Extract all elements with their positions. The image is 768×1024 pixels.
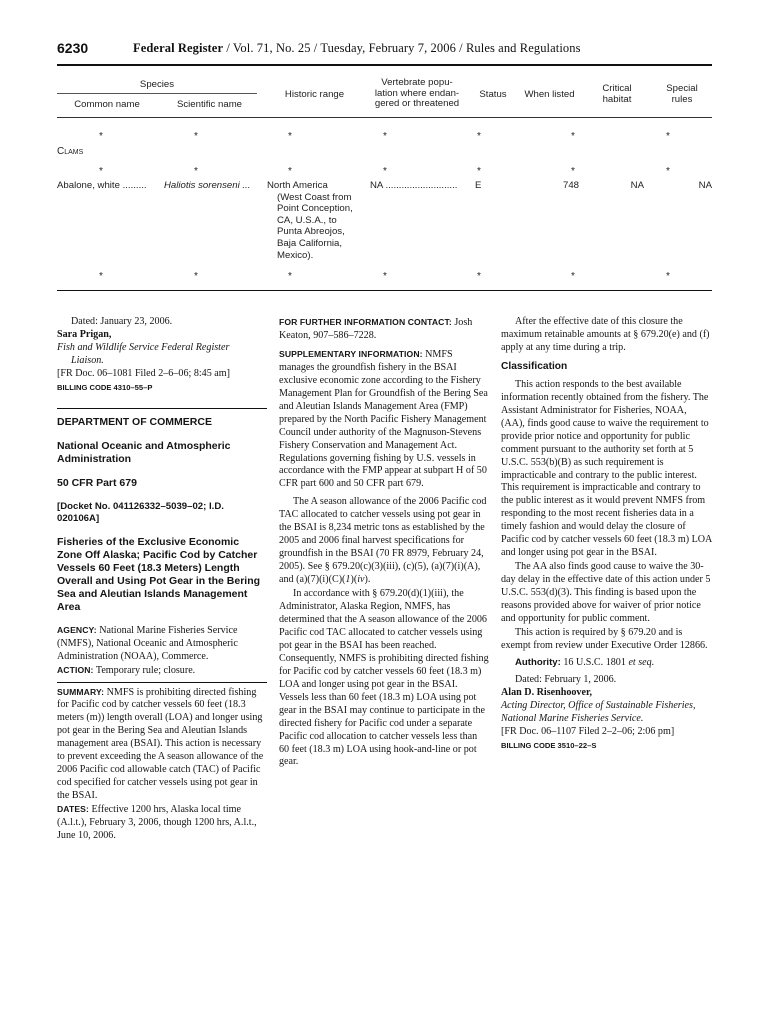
contact-label: FOR FURTHER INFORMATION CONTACT: [279,317,452,327]
fr-doc-line: [FR Doc. 06–1081 Filed 2–6–06; 8:45 am] [57,367,230,379]
col-vertebrate [362,78,472,110]
action-paragraph [57,664,267,678]
authority-label: Authority: [515,656,561,668]
col-historic-range: Historic range [284,89,345,100]
star: * [571,131,575,142]
column-3 [501,316,712,753]
agency-heading: National Oceanic and Atmospheric Administration [57,439,231,465]
summary-text: NMFS is prohibiting directed fishing for Pacific cod by catcher vessels 60 feet (18.3 meters (m)) length overall (LOA) and longer using pot gear in the Bering Sea and Aleutian Islands management area (BSAI). This action is necessary to prevent exceeding the A season allowance of the 2006 Pacific cod allowable catch (TAC) of Pacific cod specified for catcher vessels using pot gear in the BSAI. [57,686,264,802]
star: * [194,131,198,142]
star: * [477,271,481,282]
cell-common-name: Abalone, white ......... [57,180,147,191]
column-2 [279,316,489,769]
star: * [666,166,670,177]
star: * [383,271,387,282]
signer-title-3: Acting Director, Office of Sustainable Fisheries, National Marine Fisheries Service. [501,699,696,724]
cell-status: E [475,180,482,191]
star: * [288,131,292,142]
star: * [477,166,481,177]
col-vertebrate-l2: lation where endan- [374,87,460,99]
agency-text: National Marine Fisheries Service (NMFS), National Oceanic and Atmospheric Administration (NOAA), Commerce. [57,624,238,662]
header-rule [57,64,712,66]
star: * [288,271,292,282]
authority-paragraph [501,657,712,670]
signer-title-2: Liaison. [71,354,104,366]
action-text: Temporary rule; closure. [95,664,196,676]
col-critical-l1: Critical [602,83,632,94]
agency-paragraph [57,624,267,664]
allowance-end: ). [364,574,371,586]
range-line: North America [267,180,328,191]
classification-paragraph: This action responds to the best available information recently obtained from the fishery. The Assistant Administrator for Fisheries, NOAA, (AA), finds good cause to waive the requirement to provide prior notice and opportunity for public comment pursuant to the authority set forth at 5 U.S.C. 553(b)(B) as such requirement is impracticable and contrary to the public interest. This requirement is impracticable and contrary to the public interest as it would prevent NMFS from responding to the most recent fisheries data in a timely fashion and would delay the closure of Pacific cod by catcher vessels 60 feet (18.3 m) LOA and longer using pot gear in the BSAI. [501,378,712,559]
supplementary-label: SUPPLEMENTARY INFORMATION: [279,348,423,359]
star: * [383,131,387,142]
col-when-listed: When listed [524,89,575,100]
supplementary-paragraph [279,348,489,491]
star: * [571,271,575,282]
star: * [571,166,575,177]
star: * [666,131,670,142]
authority-italic: et seq. [628,656,655,668]
species-group-header: Species [139,79,175,90]
agency-label: AGENCY: [57,624,97,635]
citation: / Vol. 71, No. 25 / Tuesday, February 7, 2006 / Rules and Regulations [223,41,581,55]
col-common-name: Common name [74,99,140,110]
summary-divider [57,682,267,683]
dates-paragraph [57,803,267,843]
journal-name: Federal Register [133,41,224,55]
dated-line: Dated: January 23, 2006. [71,316,173,327]
cell-scientific-name: Haliotis sorenseni ... [164,180,251,191]
col-vertebrate-l3: gered or threatened [374,98,460,109]
classification-heading: Classification [501,360,568,372]
section-label-clams: Clams [57,146,84,157]
species-group-rule [57,93,257,94]
authority-text: 16 U.S.C. 1801 [563,656,626,668]
star: * [477,131,481,142]
range-line: Point Conception, [277,203,353,215]
signer-name: Sara Prigan, [57,328,112,340]
col-special-l1: Special [666,83,698,94]
dates-label: DATES: [57,804,89,815]
cell-critical-habitat: NA [630,180,644,191]
billing-code: BILLING CODE 4310–55–P [57,382,153,392]
closure-paragraph: After the effective date of this closure the maximum retainable amounts at § 679.20(e) and (f) apply at any time during a trip. [501,316,710,353]
cell-vertebrate: NA ........................... [370,180,458,191]
page-number: 6230 [57,40,89,56]
section-divider [57,408,267,409]
star: * [194,166,198,177]
star: * [666,271,670,282]
star: * [99,166,103,177]
signer-title-1: Fish and Wildlife Service Federal Register [57,341,230,353]
waiver-paragraph: The AA also finds good cause to waive the 30-day delay in the effective date of this action under 5 U.S.C. 553(d)(3). This finding is based upon the reasons provided above for waiver of prior notice and opportunity for public comment. [501,561,711,625]
action-label: ACTION: [57,664,94,675]
allowance-mid: )( [350,574,358,586]
contact-paragraph [279,316,489,343]
range-line: (West Coast from [277,191,352,203]
fr-doc-line-2: [FR Doc. 06–1107 Filed 2–2–06; 2:06 pm] [501,725,675,737]
column-1 [57,316,267,843]
star: * [99,271,103,282]
col-vertebrate-l1: Vertebrate popu- [381,77,453,88]
department-heading: DEPARTMENT OF COMMERCE [57,415,212,428]
col-special-rules [652,84,712,105]
signer-name-2: Alan D. Risenhoover, [501,686,593,698]
summary-paragraph [57,686,267,804]
docket-number: [Docket No. 041126332–5039–02; I.D. 020106A] [57,500,224,524]
range-line: CA, U.S.A., to [277,214,337,226]
billing-code-2: BILLING CODE 3510–22–S [501,740,597,750]
rule-title: Fisheries of the Exclusive Economic Zone Off Alaska; Pacific Cod by Catcher Vessels 60 Feet (18.3 Meters) Length Overall and Using Pot Gear in the Bering Sea and Aleutian Islands Management Area [57,535,261,613]
supplementary-text: NMFS manages the groundfish fishery in the BSAI exclusive economic zone according to the Fishery Management Plan for Groundfish of the Bering Sea and Aleutian Islands Management Area (FMP) prepared by the North Pacific Fishery Management Council under authority of the Magnuson-Stevens Fishery Conservation and Management Act. Regulations governing fishing by U.S. vessels in accordance with the FMP appear at subpart H of 50 CFR part 600 and 50 CFR part 679. [279,348,488,490]
running-header [57,40,712,60]
col-scientific-name: Scientific name [176,99,243,110]
star: * [288,166,292,177]
cell-special-rules: NA [698,180,712,191]
running-title [133,41,581,56]
allowance-italic: 1 [345,574,351,586]
star: * [99,131,103,142]
summary-label: SUMMARY: [57,686,105,697]
range-line: Baja California, [277,237,343,249]
allowance-text: The A season allowance of the 2006 Pacific cod TAC allocated to catcher vessels using pot gear in the BSAI is 8,234 metric tons as established by the 2005 and 2006 final harvest specifications for groundfish in the BSAI (70 FR 8979, February 24, 2005). See § 679.20(c)(3)(iii), (c)(5), (a)(7)(i)(A), and (a)(7)(i)(C)( [279,496,487,586]
allowance-paragraph [279,496,489,587]
star: * [383,166,387,177]
allowance-italic-2: iv [357,574,365,586]
cfr-heading: 50 CFR Part 679 [57,476,137,489]
col-special-l2: rules [671,93,693,105]
col-status: Status [479,89,507,100]
dated-line-2: Dated: February 1, 2006. [515,673,617,685]
range-line: Punta Abreojos, [277,226,345,238]
determination-paragraph: In accordance with § 679.20(d)(1)(iii), the Administrator, Alaska Region, NMFS, has determined that the A season allowance of the 2006 Pacific cod TAC allocated to catcher vessels using pot gear in the BSAI has been reached. Consequently, NMFS is prohibiting directed fishing for Pacific cod by catcher vessels 60 feet (18.3 m) LOA and longer using pot gear in the BSAI. Vessels less than 60 feet (18.3 m) LOA using pot gear in the BSAI may continue to participate in the directed fishery for Pacific cod under a separate Pacific cod allocation to catcher vessels less than 60 feet (18.3 m) LOA using hook-and-line or pot gear. [279,588,489,768]
cell-when-listed: 748 [562,180,579,191]
col-critical-habitat [587,84,647,105]
cell-historic-range [267,180,362,261]
table-bottom-rule [57,290,712,291]
required-paragraph: This action is required by § 679.20 and is exempt from review under Executive Order 12866. [501,626,708,651]
dates-text: Effective 1200 hrs, Alaska local time (A.l.t.), February 3, 2006, though 1200 hrs, A.l.t., June 10, 2006. [57,804,257,842]
table-header-rule [57,117,712,118]
star: * [194,271,198,282]
range-line: Mexico). [277,249,314,261]
contact-text: Josh Keaton, 907–586–7228. [279,317,473,341]
col-critical-l2: habitat [602,93,632,105]
